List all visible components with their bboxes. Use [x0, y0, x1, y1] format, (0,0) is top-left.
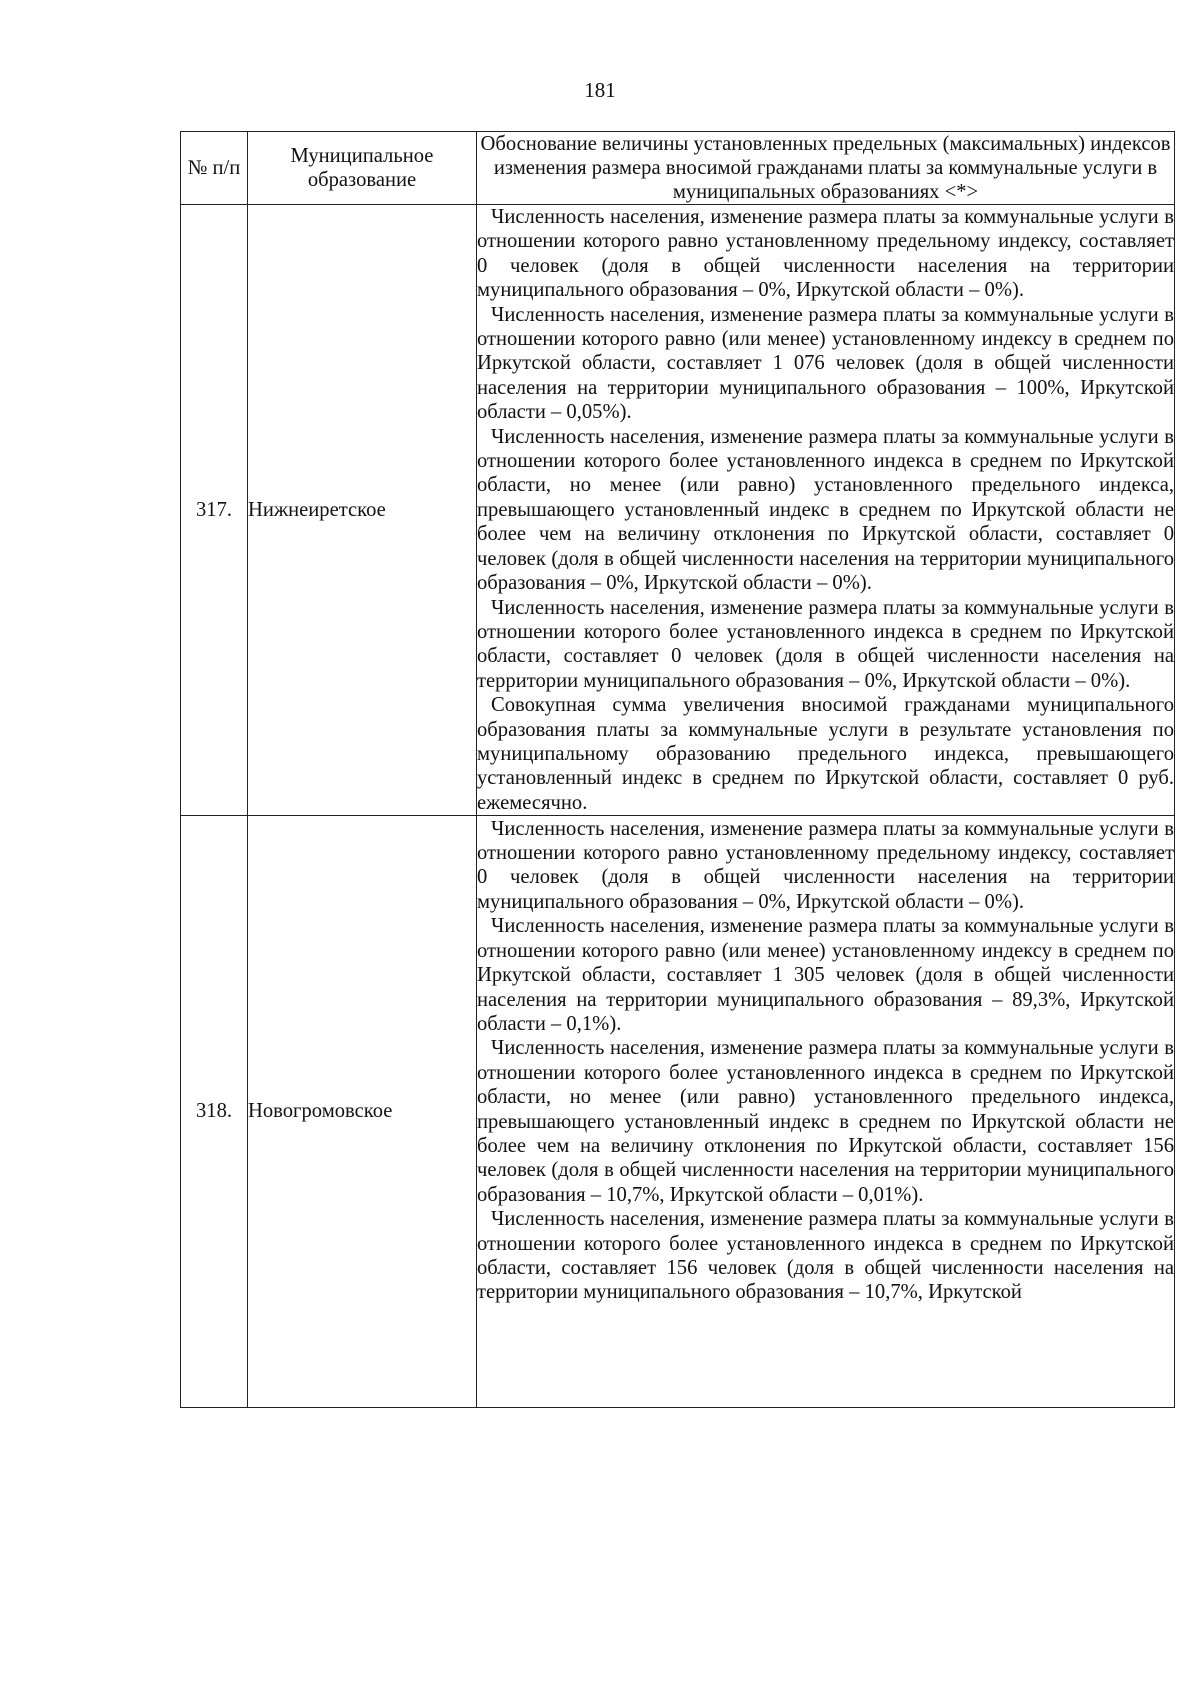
row-municipality: Новогромовское [248, 816, 477, 1408]
page-number: 181 [584, 78, 616, 102]
header-number: № п/п [181, 132, 248, 205]
justification-paragraph: Численность населения, изменение размера платы за коммунальные услуги в отношении которого равно (или менее) установленному индексу в среднем по Иркутской области, составляет 1 076 человек (доля в общей численности населения на территории муниципального образования – 100%, Иркутской области – 0,05%). [477, 303, 1174, 424]
justification-paragraph: Численность населения, изменение размера платы за коммунальные услуги в отношении которого более установленного индекса в среднем по Иркутской области, но менее (или равно) установленного предельного индекса, превышающего установленный индекс в среднем по Иркутской области не более чем на величину отклонения по Иркутской области, составляет 0 человек (доля в общей численности населения на территории муниципального образования – 0%, Иркутской области – 0%). [477, 425, 1174, 595]
row-justification [477, 816, 1175, 1408]
justification-paragraph: Численность населения, изменение размера платы за коммунальные услуги в отношении которого равно установленному предельному индексу, составляет 0 человек (доля в общей численности населения на территории муниципального образования – 0%, Иркутской области – 0%). [477, 206, 1174, 302]
table-row [181, 816, 1175, 1408]
header-justification: Обоснование величины установленных предельных (максимальных) индексов изменения размера вносимой гражданами платы за коммунальные услуги в муниципальных образованиях <*> [477, 132, 1175, 205]
row-justification [477, 205, 1175, 816]
table-header-row [181, 132, 1175, 205]
row-municipality: Нижнеиретское [248, 205, 477, 816]
tariff-index-table [180, 131, 1175, 1408]
justification-paragraph: Численность населения, изменение размера платы за коммунальные услуги в отношении которого более установленного индекса в среднем по Иркутской области, составляет 156 человек (доля в общей численности населения на территории муниципального образования – 10,7%, Иркутской [477, 1208, 1174, 1304]
table-row [181, 205, 1175, 816]
justification-paragraph: Совокупная сумма увеличения вносимой гражданами муниципального образования платы за коммунальные услуги в результате установления по муниципальному образованию предельного индекса, превышающего установленный индекс в среднем по Иркутской области, составляет 0 руб. ежемесячно. [477, 694, 1174, 814]
justification-paragraph: Численность населения, изменение размера платы за коммунальные услуги в отношении которого более установленного индекса в среднем по Иркутской области, но менее (или равно) установленного предельного индекса, превышающего установленный индекс в среднем по Иркутской области не более чем на величину отклонения по Иркутской области, составляет 156 человек (доля в общей численности населения на территории муниципального образования – 10,7%, Иркутской области – 0,01%). [477, 1037, 1174, 1206]
justification-paragraph: Численность населения, изменение размера платы за коммунальные услуги в отношении которого равно (или менее) установленному индексу в среднем по Иркутской области, составляет 1 305 человек (доля в общей численности населения на территории муниципального образования – 89,3%, Иркутской области – 0,1%). [477, 915, 1174, 1035]
header-municipality: Муниципальное образование [248, 132, 477, 205]
justification-paragraph: Численность населения, изменение размера платы за коммунальные услуги в отношении которого более установленного индекса в среднем по Иркутской области, составляет 0 человек (доля в общей численности населения на территории муниципального образования – 0%, Иркутской области – 0%). [477, 596, 1174, 692]
row-number: 317. [181, 205, 248, 816]
row-number: 318. [181, 816, 248, 1408]
justification-paragraph: Численность населения, изменение размера платы за коммунальные услуги в отношении которого равно установленному предельному индексу, составляет 0 человек (доля в общей численности населения на территории муниципального образования – 0%, Иркутской области – 0%). [477, 817, 1174, 913]
